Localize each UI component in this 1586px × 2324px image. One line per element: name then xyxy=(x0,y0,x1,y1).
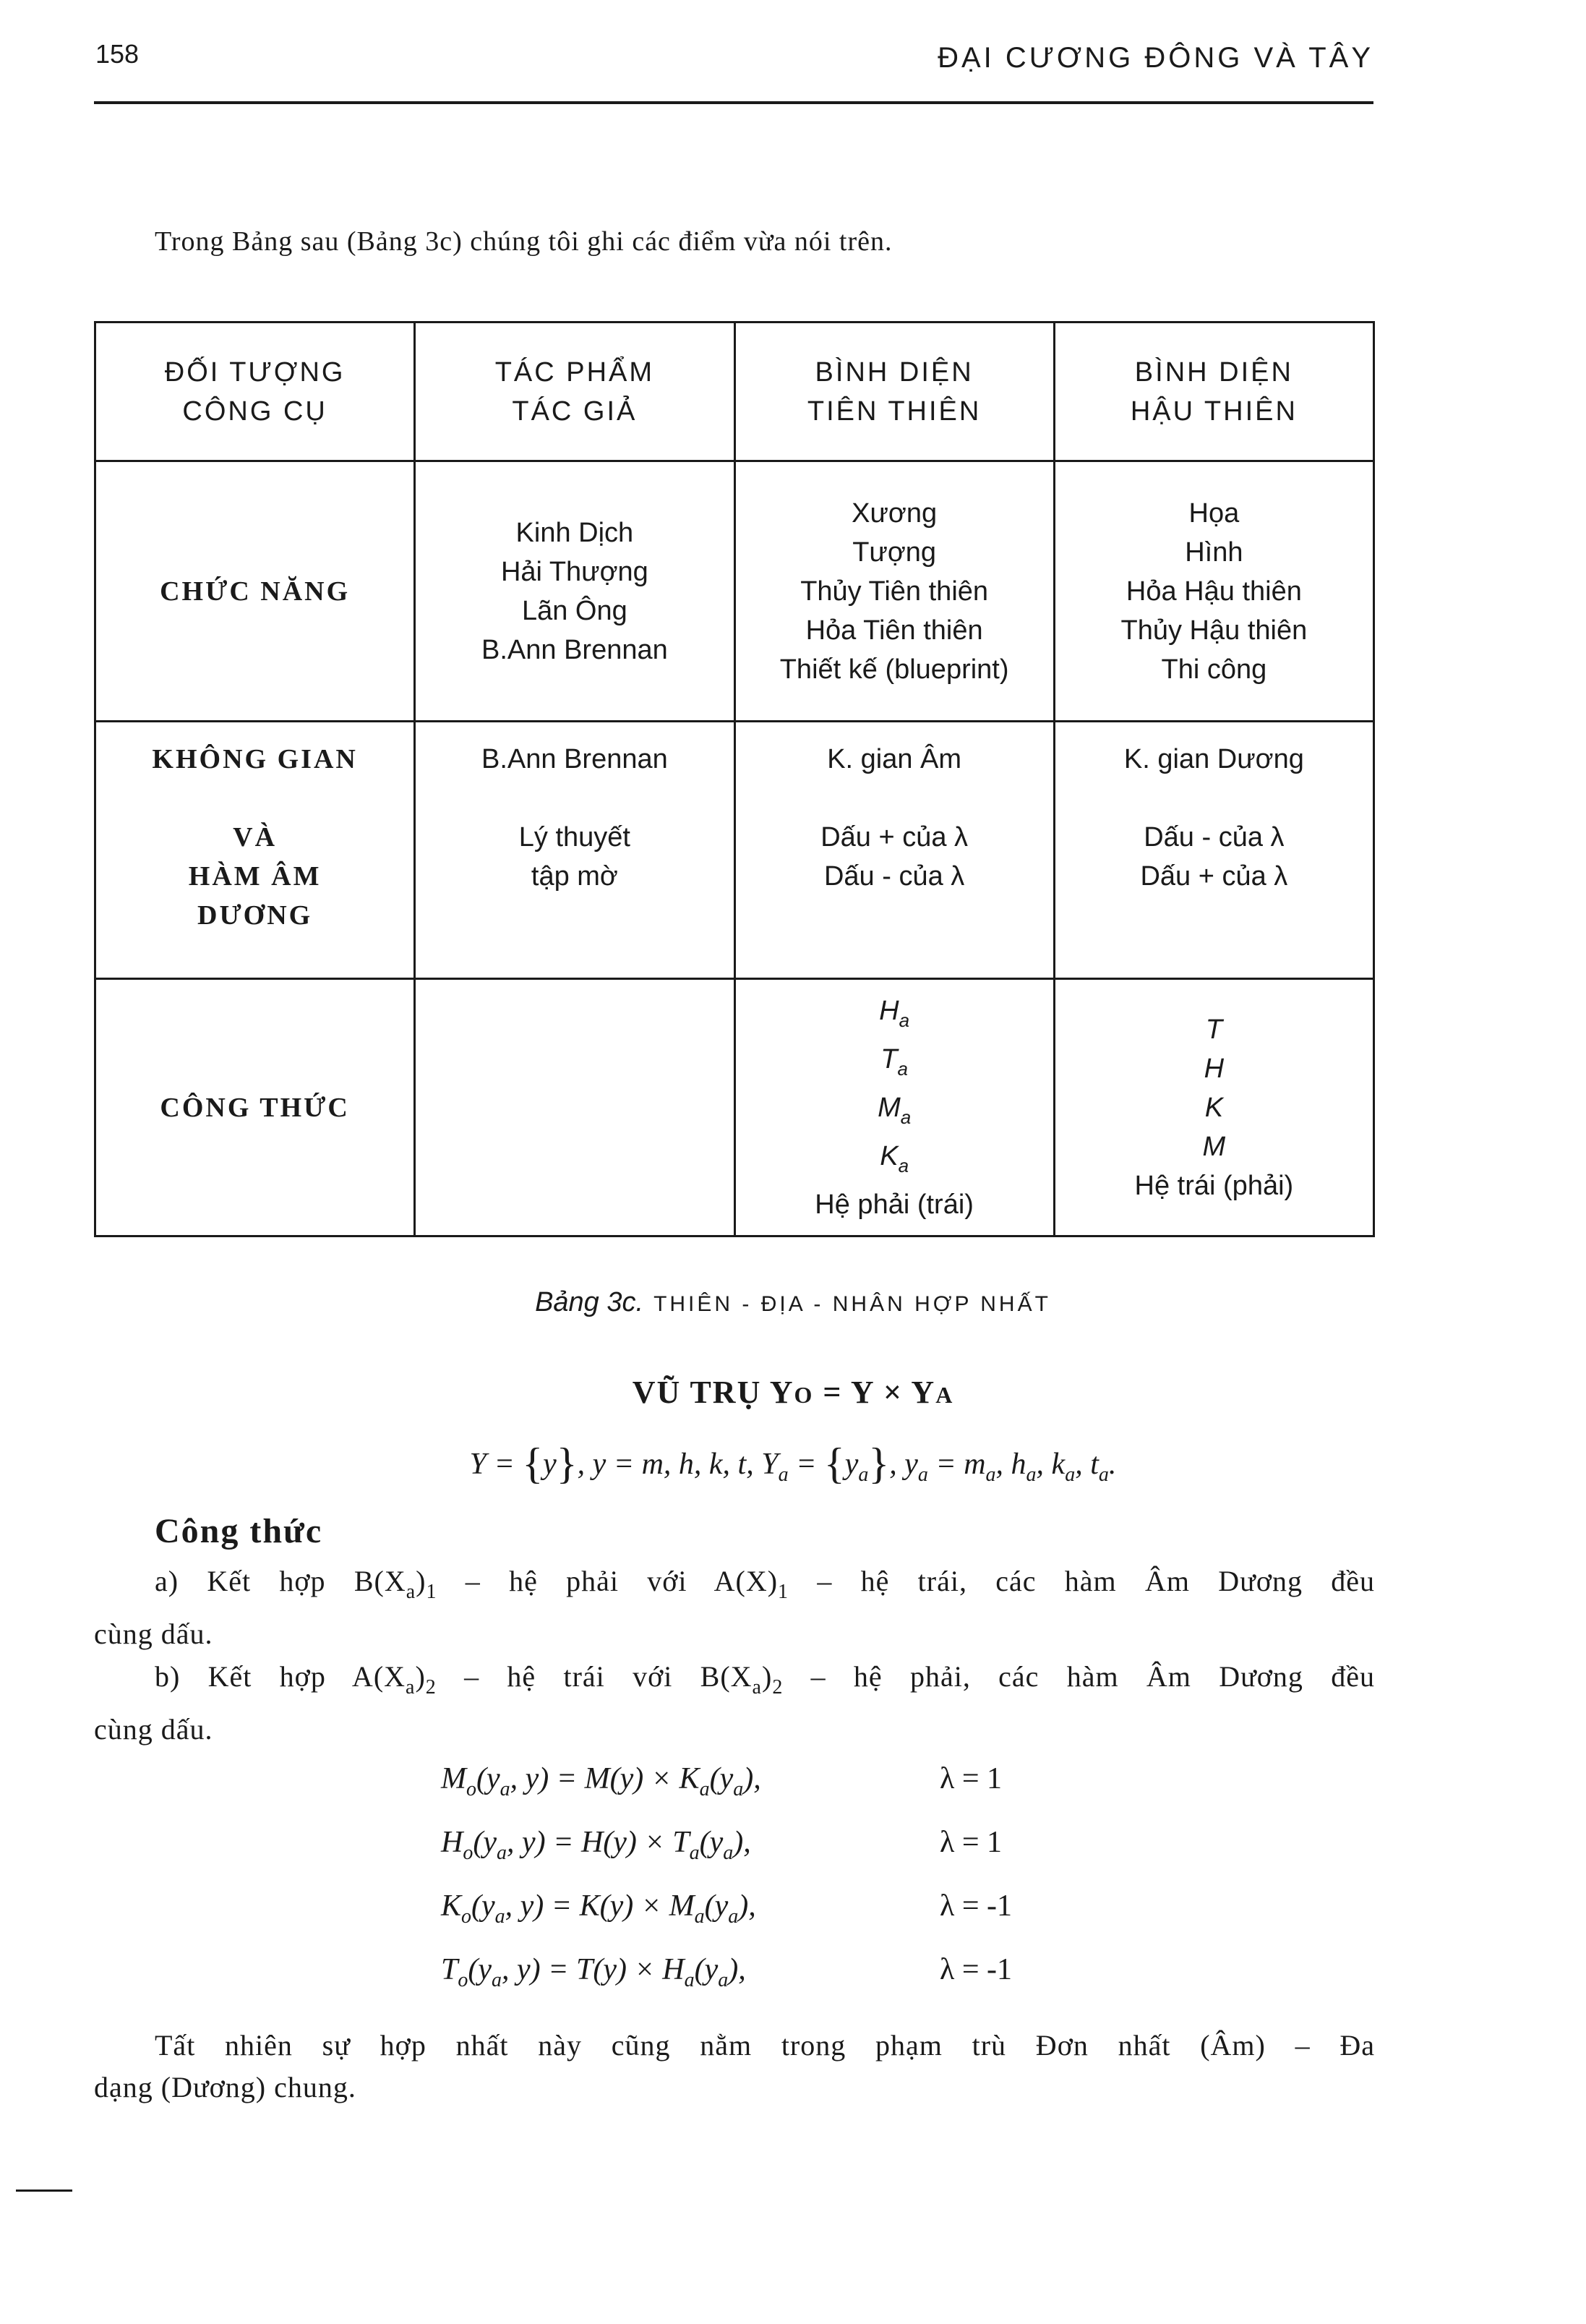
cell-chuc-nang-tien-thien: Xương Tượng Thủy Tiên thiên Hỏa Tiên thiên Thiết kế (blueprint) xyxy=(734,461,1054,722)
universe-equation: VŨ TRỤ YO = Y × YA xyxy=(632,1375,954,1410)
page-number: 158 xyxy=(95,39,140,69)
header-rule xyxy=(94,101,1373,104)
cell-chuc-nang-tac-pham: Kinh Dịch Hải Thượng Lãn Ông B.Ann Brennan xyxy=(415,461,734,722)
cell-khong-gian-tien-thien: K. gian Âm Dấu + của λ Dấu - của λ xyxy=(734,722,1054,979)
formula-1: $M_o(y_a$, $y) = M(y) \times K_a(y_a)$, xyxy=(441,1762,761,1800)
lambda-3: λ = -1 xyxy=(940,1889,1013,1923)
cell-cong-thuc-tien-thien: $H_a$ $T_a$ $M_a$ $K_a$ Hệ phải (trái) xyxy=(734,979,1054,1236)
table-row-chuc-nang xyxy=(95,461,1374,722)
set-definition: Y = {y}, y = m, h, k, t, $Y_a = \{y_a\}$, $y_a = m_a$, $h_a$, $k_a$, $t_a$. xyxy=(469,1440,1117,1487)
formula-3: $K_o(y_a$, $y) = K(y) \times M_a(y_a)$, xyxy=(441,1889,756,1928)
running-header: ĐẠI CƯƠNG ĐÔNG VÀ TÂY xyxy=(938,42,1373,74)
table-row-khong-gian xyxy=(95,722,1374,979)
formula-2: $H_o(y_a$, $y) = H(y) \times T_a(y_a)$, xyxy=(441,1826,751,1864)
table-caption xyxy=(0,1287,1586,1318)
closing-paragraph: Tất nhiên sự hợp nhất này cũng nằm trong phạm trù Đơn nhất (Âm) – Đa dạng (Dương) chung. xyxy=(94,2029,1375,2103)
header-hau-thien: BÌNH DIỆN HẬU THIÊN xyxy=(1054,322,1373,461)
lambda-2: λ = 1 xyxy=(940,1826,1003,1859)
caption-text: THIÊN - ĐỊA - NHÂN HỢP NHẤT xyxy=(653,1292,1051,1316)
formula-4: $T_o(y_a$, $y) = T(y) \times H_a(y_a)$, xyxy=(441,1953,746,1991)
paragraph-b: b) Kết hợp $A(X_a)_2$ – hệ trái với $B(X_a)_2$ – hệ phải, các hàm Âm Dương đều cùng dấu. xyxy=(94,1660,1375,1746)
paragraph-a: a) Kết hợp $B(X_a)_1$ – hệ phải với $A(X)_1$ – hệ trái, các hàm Âm Dương đều cùng dấu. xyxy=(94,1565,1376,1650)
table-header-row xyxy=(95,322,1374,461)
cell-cong-thuc-hau-thien: T H K M Hệ trái (phải) xyxy=(1054,979,1373,1236)
header-doi-tuong: ĐỐI TƯỢNG CÔNG CỤ xyxy=(95,322,415,461)
table-row-cong-thuc xyxy=(95,979,1374,1236)
header-tien-thien: BÌNH DIỆN TIÊN THIÊN xyxy=(734,322,1054,461)
row-label-khong-gian: KHÔNG GIAN VÀ HÀM ÂM DƯƠNG xyxy=(95,722,415,979)
lambda-4: λ = -1 xyxy=(940,1953,1013,1986)
row-label-chuc-nang: CHỨC NĂNG xyxy=(95,461,415,722)
cell-cong-thuc-tac-pham xyxy=(415,979,734,1236)
intro-paragraph: Trong Bảng sau (Bảng 3c) chúng tôi ghi các điểm vừa nói trên. xyxy=(155,226,893,257)
lambda-1: λ = 1 xyxy=(940,1762,1003,1795)
comparison-table xyxy=(94,321,1375,1237)
header-tac-pham: TÁC PHẨM TÁC GIẢ xyxy=(415,322,734,461)
cell-khong-gian-hau-thien: K. gian Dương Dấu - của λ Dấu + của λ xyxy=(1054,722,1373,979)
cell-khong-gian-tac-pham: B.Ann Brennan Lý thuyết tập mờ xyxy=(415,722,734,979)
cell-chuc-nang-hau-thien: Họa Hình Hỏa Hậu thiên Thủy Hậu thiên Thi công xyxy=(1054,461,1373,722)
row-label-cong-thuc: CÔNG THỨC xyxy=(95,979,415,1236)
caption-label: Bảng 3c. xyxy=(535,1287,644,1317)
section-heading: Công thức xyxy=(155,1512,323,1550)
footer-rule xyxy=(16,2190,72,2192)
